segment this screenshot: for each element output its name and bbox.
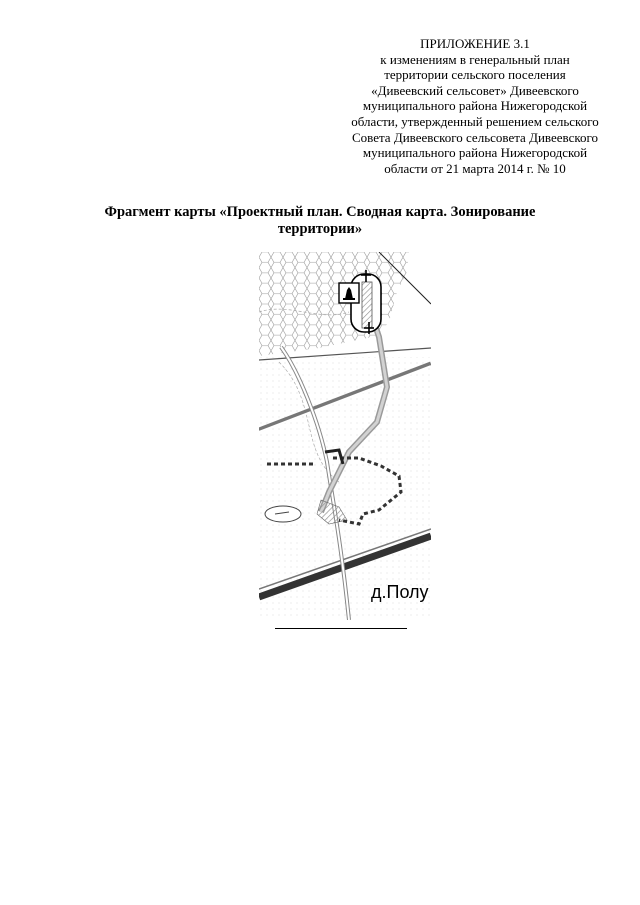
forest-zone — [259, 252, 409, 356]
settlement-label: д.Полу — [371, 582, 429, 602]
appendix-line: муниципального района Нижегородской — [362, 98, 588, 114]
appendix-line: области от 21 марта 2014 г. № 10 — [384, 160, 566, 176]
appendix-line: области, утвержденный решением сельского — [351, 113, 599, 129]
appendix-line: муниципального района Нижегородской — [362, 145, 588, 161]
pond — [265, 506, 301, 522]
appendix-header — [330, 36, 620, 176]
cemetery-hatch — [362, 282, 372, 328]
appendix-line: «Дивеевский сельсовет» Дивеевского — [371, 82, 579, 98]
map-fragment — [259, 252, 431, 620]
appendix-line: Совета Дивеевского сельсовета Дивеевского — [351, 129, 599, 145]
appendix-line: к изменениям в генеральный план — [380, 51, 570, 67]
separator-line — [275, 628, 407, 629]
map-fragment-title — [60, 204, 580, 238]
monument-icon — [339, 283, 359, 303]
appendix-number: ПРИЛОЖЕНИЕ 3.1 — [420, 36, 530, 51]
appendix-line: территории сельского поселения — [384, 67, 566, 83]
title-line: Фрагмент карты «Проектный план. Сводная карта. Зонирование — [104, 204, 536, 220]
title-line: территории» — [277, 221, 363, 237]
